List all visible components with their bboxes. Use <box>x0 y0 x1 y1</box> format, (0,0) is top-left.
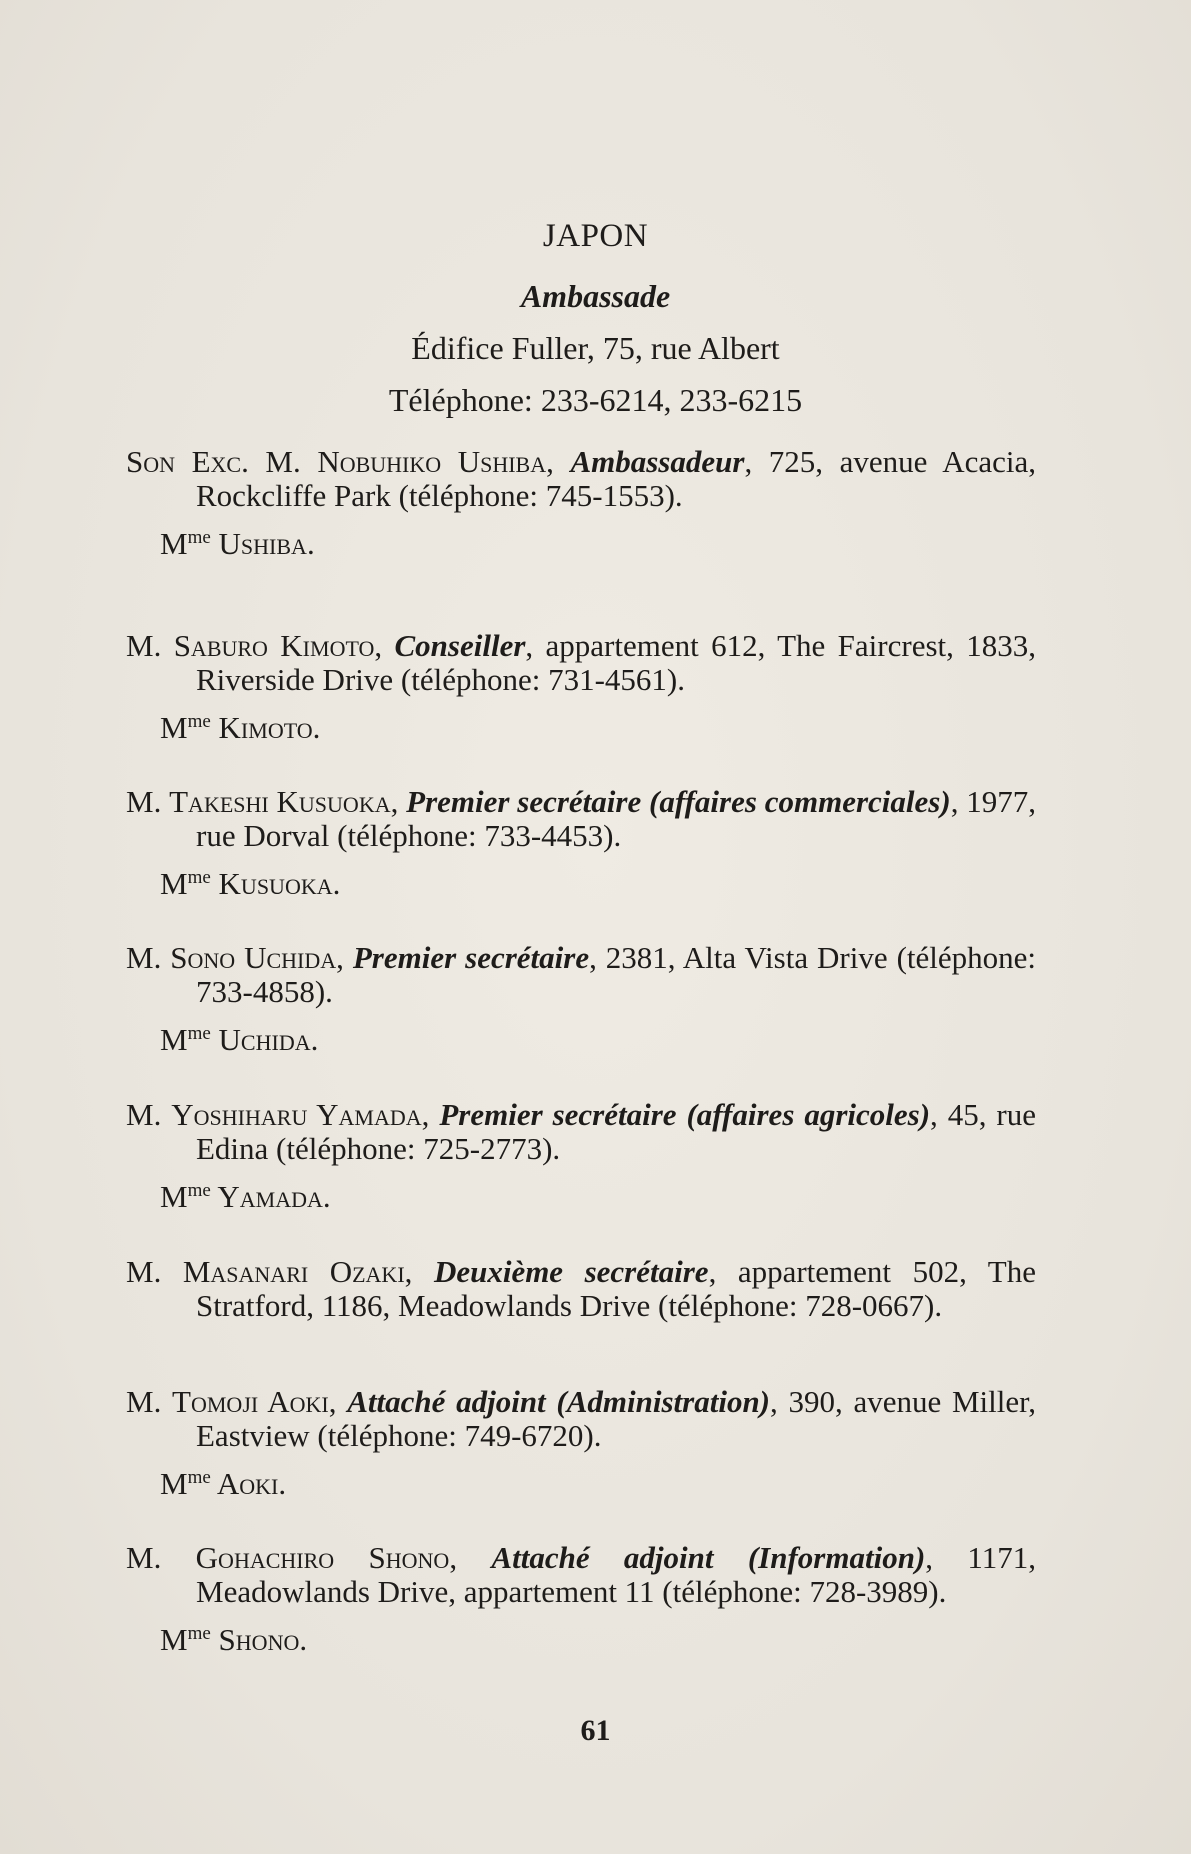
entry-prefix: Son Exc. M. <box>126 444 318 479</box>
entry-name: Tomoji Aoki <box>172 1384 329 1419</box>
entry-spouse <box>160 1617 1036 1657</box>
spouse-name: Kimoto. <box>210 710 321 745</box>
entry-details: , appartement 612, The Faircrest, 1833, Riverside Drive (téléphone: 731-4561). <box>196 628 1036 697</box>
spouse-name: Kusuoka. <box>210 866 341 901</box>
entry-name: Sono Uchida <box>170 940 337 975</box>
spouse-prefix: M <box>160 1466 188 1501</box>
entry-name: Masanari Ozaki <box>182 1254 405 1289</box>
staff-entry <box>126 445 1036 561</box>
entry-title: Deuxième secrétaire <box>433 1254 709 1289</box>
spouse-name: Ushiba. <box>210 526 315 561</box>
entry-prefix: M. <box>126 1540 196 1575</box>
entry-spouse <box>160 705 1036 745</box>
entry-details: , 1171, Meadowlands Drive, appartement 11 (téléphone: 728-3989). <box>196 1540 1036 1609</box>
staff-entry <box>126 1098 1036 1214</box>
entry-title: Conseiller <box>394 628 526 663</box>
embassy-phone: Téléphone: 233-6214, 233-6215 <box>388 382 803 418</box>
entry-title: Attaché adjoint (Administration) <box>347 1384 771 1419</box>
spouse-prefix: M <box>160 710 188 745</box>
entry-text: M. Yoshiharu Yamada, Premier secrétaire (affaires agricoles), 45, rue Edina (téléphone: 725-2773). <box>126 1097 1036 1166</box>
entry-prefix: M. <box>126 784 170 819</box>
entry-prefix: M. <box>126 628 174 663</box>
entry-title: Premier secrétaire (affaires agricoles) <box>439 1097 931 1132</box>
entry-title: Premier secrétaire <box>352 940 590 975</box>
entry-details: , 725, avenue Acacia, Rockcliffe Park (téléphone: 745-1553). <box>196 444 1037 513</box>
staff-entry <box>126 785 1036 901</box>
entry-title: Premier secrétaire (affaires commerciales) <box>406 784 951 819</box>
entry-name: Yoshiharu Yamada <box>171 1097 422 1132</box>
spouse-name: Aoki. <box>210 1466 287 1501</box>
staff-entry <box>126 1255 1036 1323</box>
entry-prefix: M. <box>126 1254 183 1289</box>
entry-prefix: M. <box>126 1097 172 1132</box>
spouse-prefix: M <box>160 526 188 561</box>
entry-text: M. Gohachiro Shono, Attaché adjoint (Information), 1171, Meadowlands Drive, appartement 11 (téléphone: 728-3989). <box>126 1540 1036 1609</box>
entry-spouse <box>160 521 1036 561</box>
staff-entry <box>126 1541 1036 1657</box>
spouse-sup: me <box>187 711 211 732</box>
entry-details: , 390, avenue Miller, Eastview (téléphone: 749-6720). <box>196 1384 1036 1453</box>
spouse-sup: me <box>187 867 211 888</box>
spouse-prefix: M <box>160 1622 188 1657</box>
spouse-sup: me <box>187 1023 211 1044</box>
spouse-sup: me <box>187 1180 211 1201</box>
entry-details: , 45, rue Edina (téléphone: 725-2773). <box>196 1097 1036 1166</box>
entry-name: Saburo Kimoto <box>173 628 375 663</box>
entry-prefix: M. <box>126 940 171 975</box>
entry-details: , 2381, Alta Vista Drive (téléphone: 733-4858). <box>196 940 1037 1009</box>
spouse-prefix: M <box>160 1022 188 1057</box>
spouse-sup: me <box>187 1623 211 1644</box>
entry-text: M. Sono Uchida, Premier secrétaire, 2381, Alta Vista Drive (téléphone: 733-4858). <box>126 940 1037 1009</box>
entry-spouse <box>160 861 1036 901</box>
spouse-name: Shono. <box>210 1622 308 1657</box>
entry-details: , 1977, rue Dorval (téléphone: 733-4453). <box>196 784 1036 853</box>
page-number: 61 <box>580 1714 611 1747</box>
entry-text: M. Tomoji Aoki, Attaché adjoint (Administration), 390, avenue Miller, Eastview (téléphone: 749-6720). <box>126 1384 1036 1453</box>
entry-details: , appartement 502, The Stratford, 1186, Meadowlands Drive (téléphone: 728-0667). <box>196 1254 1036 1323</box>
staff-entry <box>126 629 1036 745</box>
entry-text: Son Exc. M. Nobuhiko Ushiba, Ambassadeur, 725, avenue Acacia, Rockcliffe Park (téléphone: 745-1553). <box>126 444 1037 513</box>
spouse-name: Yamada. <box>210 1179 331 1214</box>
entry-spouse <box>160 1461 1036 1501</box>
embassy-address: Édifice Fuller, 75, rue Albert <box>411 330 780 366</box>
spouse-prefix: M <box>160 866 188 901</box>
entry-text: M. Saburo Kimoto, Conseiller, appartement 612, The Faircrest, 1833, Riverside Drive (téléphone: 731-4561). <box>126 628 1036 697</box>
entry-title: Attaché adjoint (Information) <box>491 1540 926 1575</box>
entry-title: Ambassadeur <box>570 444 745 479</box>
spouse-sup: me <box>187 1467 211 1488</box>
entry-name: Nobuhiko Ushiba <box>317 444 547 479</box>
entry-text: M. Masanari Ozaki, Deuxième secrétaire, appartement 502, The Stratford, 1186, Meadowlands Drive (téléphone: 728-0667). <box>126 1254 1036 1323</box>
section-subtitle: Ambassade <box>520 278 671 314</box>
spouse-sup: me <box>187 527 211 548</box>
country-heading: JAPON <box>542 218 649 254</box>
spouse-name: Uchida. <box>210 1022 319 1057</box>
entry-spouse <box>160 1017 1036 1057</box>
entry-text: M. Takeshi Kusuoka, Premier secrétaire (affaires commerciales), 1977, rue Dorval (téléphone: 733-4453). <box>126 784 1036 853</box>
staff-entry <box>126 941 1036 1057</box>
staff-entry <box>126 1385 1036 1501</box>
entry-name: Takeshi Kusuoka <box>169 784 391 819</box>
entry-name: Gohachiro Shono <box>195 1540 450 1575</box>
entry-prefix: M. <box>126 1384 173 1419</box>
entry-spouse <box>160 1174 1036 1214</box>
spouse-prefix: M <box>160 1179 188 1214</box>
